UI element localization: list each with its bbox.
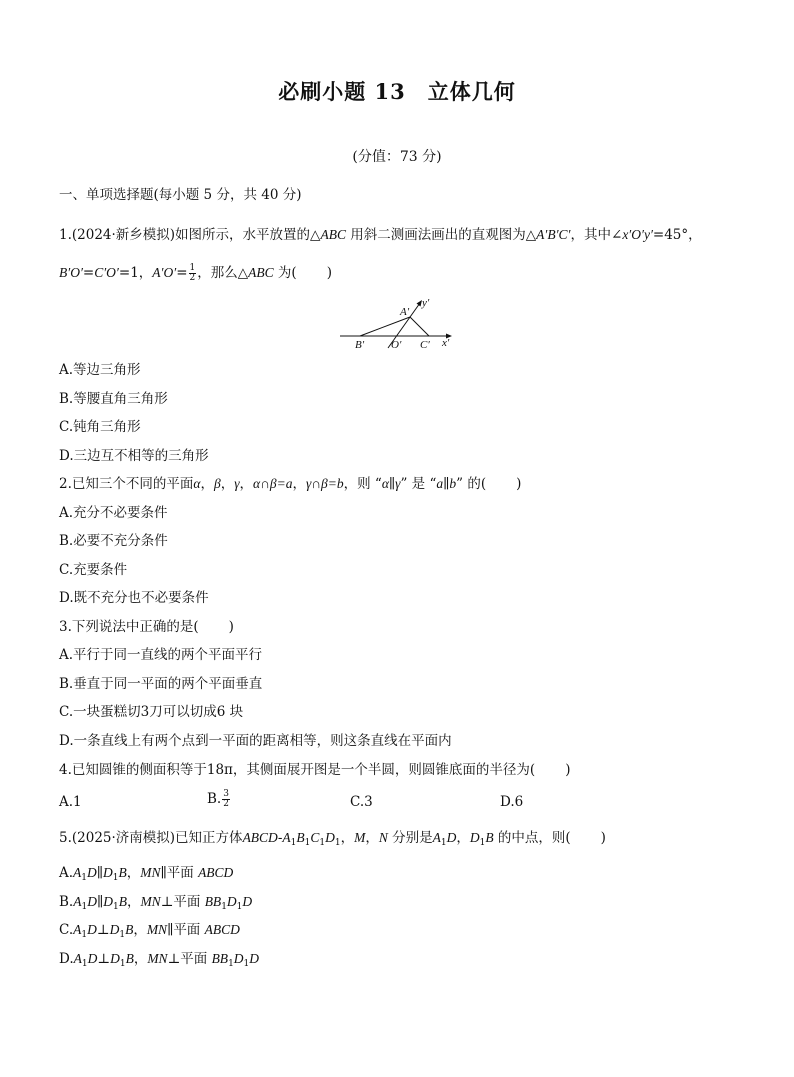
- q3-stem: 3.下列说法中正确的是( ): [59, 619, 234, 635]
- label-c: C′: [420, 339, 430, 351]
- title-main: 必刷小题 13: [278, 79, 406, 104]
- label-a: A′: [400, 306, 410, 318]
- label-b: B′: [355, 339, 365, 351]
- q1-figure-diagram: [336, 294, 460, 352]
- q3-option-a: A.平行于同一直线的两个平面平行: [59, 647, 263, 663]
- q1-option-a: A.等边三角形: [59, 362, 141, 378]
- label-o: O′: [391, 339, 402, 351]
- q4-option-c: C.3: [350, 794, 373, 810]
- q3-option-c: C.一块蛋糕切3刀可以切成6 块: [59, 704, 244, 720]
- label-y: y′: [422, 297, 430, 309]
- section-heading: 一、单项选择题(每小题 5 分，共 40 分): [59, 187, 302, 203]
- q1-option-b: B.等腰直角三角形: [59, 391, 168, 407]
- segment-ba: [360, 317, 410, 336]
- q2-stem: 2.已知三个不同的平面α，β，γ，α∩β=a，γ∩β=b，则 “α∥γ” 是 “a∥b” 的( ): [59, 476, 522, 492]
- q4-option-b: B. $\frac{3}{2}$: [207, 789, 229, 809]
- q5-option-d: $D.A_1D\perp D_1B$，MN⊥平面 $BB_1D_1D$: [59, 951, 260, 969]
- score-note: (分值：73 分): [352, 149, 442, 165]
- q1-option-c: C.钝角三角形: [59, 419, 141, 435]
- q2-option-a: A.充分不必要条件: [59, 505, 168, 521]
- q4-option-d: D.6: [500, 794, 524, 810]
- q5-option-b: $B.A_1D\parallel D_1B$，MN⊥平面 $BB_1D_1D$: [59, 894, 253, 912]
- q5-stem: 5.(2025·济南模拟)已知正方体ABCD-$A_1B_1C_1D_1$，M，N 分别是$A_1D$，$D_1B$ 的中点，则( ): [59, 830, 606, 848]
- q1-option-d: D.三边互不相等的三角形: [59, 448, 209, 464]
- q2-option-d: D.既不充分也不必要条件: [59, 590, 209, 606]
- fraction-one-half: $\frac{1}{2}$: [189, 263, 196, 283]
- q4-option-a: A.1: [59, 794, 82, 810]
- q2-option-c: C.充要条件: [59, 562, 128, 578]
- page-title: [0, 76, 794, 106]
- q5-option-c: $C.A_1D\perp D_1B$，MN∥平面 ABCD: [59, 922, 240, 940]
- q3-option-d: D.一条直线上有两个点到一平面的距离相等，则这条直线在平面内: [59, 733, 452, 749]
- q1-stem-line2: B′O′=C′O′=1，A′O′= $\frac{1}{2}$ ，那么△ABC 为( ): [59, 263, 332, 283]
- segment-ac: [410, 317, 429, 336]
- q5-option-a: $A.A_1D\parallel D_1B$，MN∥平面 ABCD: [59, 865, 234, 883]
- q1-stem-line1: 1.(2024·新乡模拟)如图所示，水平放置的△ABC 用斜二测画法画出的直观图为△A′B′C′，其中∠x′O′y′=45°，: [59, 227, 702, 243]
- q3-option-b: B.垂直于同一平面的两个平面垂直: [59, 676, 263, 692]
- fraction-three-halves: $\frac{3}{2}$: [223, 789, 229, 809]
- label-x: x′: [442, 337, 450, 349]
- q4-stem: 4.已知圆锥的侧面积等于18π，其侧面展开图是一个半圆，则圆锥底面的半径为( ): [59, 762, 571, 778]
- q2-option-b: B.必要不充分条件: [59, 533, 168, 549]
- title-sub: 立体几何: [427, 79, 516, 104]
